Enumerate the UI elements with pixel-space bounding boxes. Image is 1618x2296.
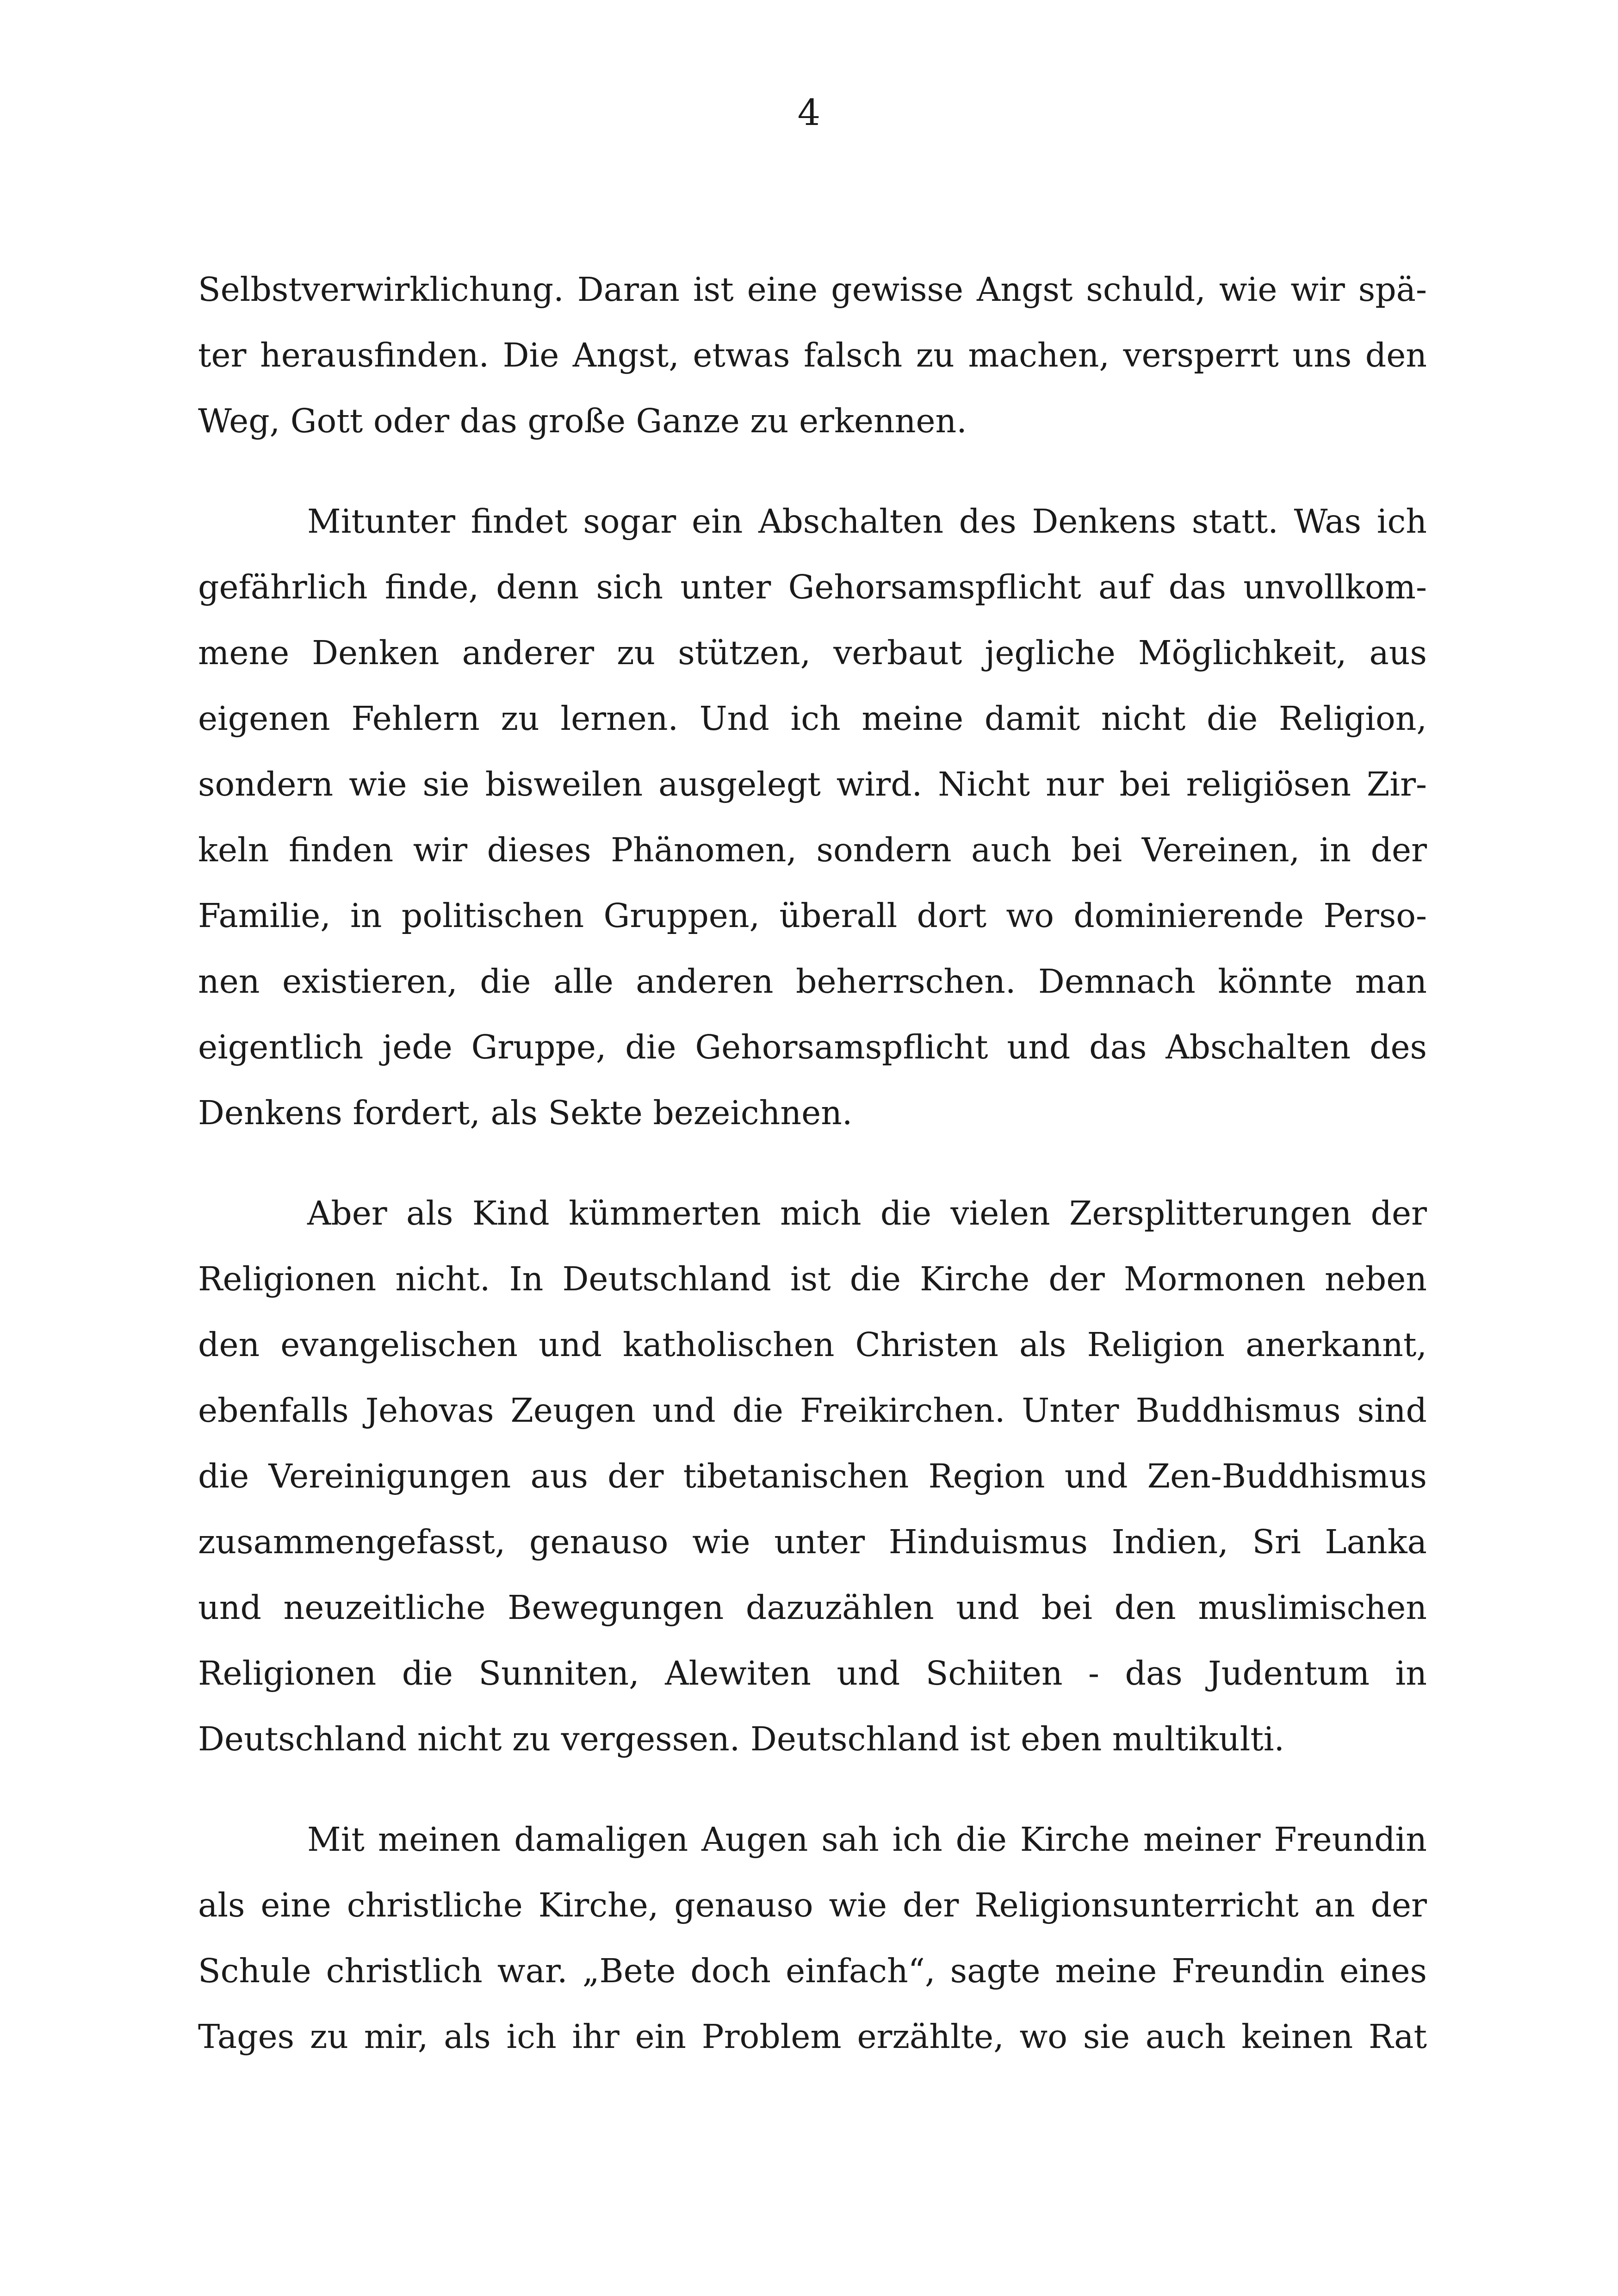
text-line: gefährlich finde, denn sich unter Gehorsamspflicht auf das unvollkom-: [198, 568, 1427, 606]
text-line: als eine christliche Kirche, genauso wie der Religionsunterricht an der: [198, 1886, 1427, 1924]
text-line: ter herausfinden. Die Angst, etwas falsch zu machen, versperrt uns den: [198, 336, 1427, 374]
text-line: Deutschland nicht zu vergessen. Deutschland ist eben multikulti.: [198, 1720, 1285, 1758]
text-line: sondern wie sie bisweilen ausgelegt wird. Nicht nur bei religiösen Zir-: [198, 765, 1427, 803]
text-line: Religionen die Sunniten, Alewiten und Schiiten - das Judentum in: [198, 1654, 1427, 1692]
text-line: Schule christlich war. „Bete doch einfach“, sagte meine Freundin eines: [198, 1952, 1427, 1990]
paragraph-gap: [198, 1146, 1427, 1181]
text-line: Mit meinen damaligen Augen sah ich die Kirche meiner Freundin: [307, 1820, 1427, 1859]
paragraph: [198, 1807, 1427, 2070]
text-line: die Vereinigungen aus der tibetanischen Region und Zen-Buddhismus: [198, 1457, 1427, 1495]
text-line: nen existieren, die alle anderen beherrschen. Demnach könnte man: [198, 962, 1427, 1001]
page-number: 4: [797, 92, 821, 134]
text-line: Familie, in politischen Gruppen, überall dort wo dominierende Perso-: [198, 896, 1427, 935]
paragraph: [198, 257, 1427, 454]
text-line: Weg, Gott oder das große Ganze zu erkennen.: [198, 402, 967, 440]
text-line: zusammengefasst, genauso wie unter Hinduismus Indien, Sri Lanka: [198, 1523, 1427, 1561]
paragraph-gap: [198, 454, 1427, 489]
text-line: keln finden wir dieses Phänomen, sondern auch bei Vereinen, in der: [198, 831, 1427, 869]
text-line: Tages zu mir, als ich ihr ein Problem erzählte, wo sie auch keinen Rat: [198, 2017, 1427, 2056]
text-line: eigentlich jede Gruppe, die Gehorsamspflicht und das Abschalten des: [198, 1028, 1427, 1066]
text-line: Selbstverwirklichung. Daran ist eine gewisse Angst schuld, wie wir spä-: [198, 270, 1427, 309]
text-line: Mitunter findet sogar ein Abschalten des Denkens statt. Was ich: [307, 502, 1427, 541]
text-line: Religionen nicht. In Deutschland ist die Kirche der Mormonen neben: [198, 1260, 1427, 1298]
text-line: den evangelischen und katholischen Christen als Religion anerkannt,: [198, 1325, 1427, 1364]
text-line: und neuzeitliche Bewegungen dazuzählen und bei den muslimischen: [198, 1588, 1427, 1627]
paragraph: [198, 1181, 1427, 1772]
paragraph-gap: [198, 1772, 1427, 1807]
paragraph: [198, 489, 1427, 1146]
text-line: ebenfalls Jehovas Zeugen und die Freikirchen. Unter Buddhismus sind: [198, 1391, 1427, 1430]
text-line: mene Denken anderer zu stützen, verbaut jegliche Möglichkeit, aus: [198, 634, 1427, 672]
body-text: [198, 257, 1427, 2070]
text-line: Denkens fordert, als Sekte bezeichnen.: [198, 1094, 853, 1132]
text-line: Aber als Kind kümmerten mich die vielen Zersplitterungen der: [307, 1194, 1427, 1232]
text-line: eigenen Fehlern zu lernen. Und ich meine damit nicht die Religion,: [198, 699, 1427, 738]
